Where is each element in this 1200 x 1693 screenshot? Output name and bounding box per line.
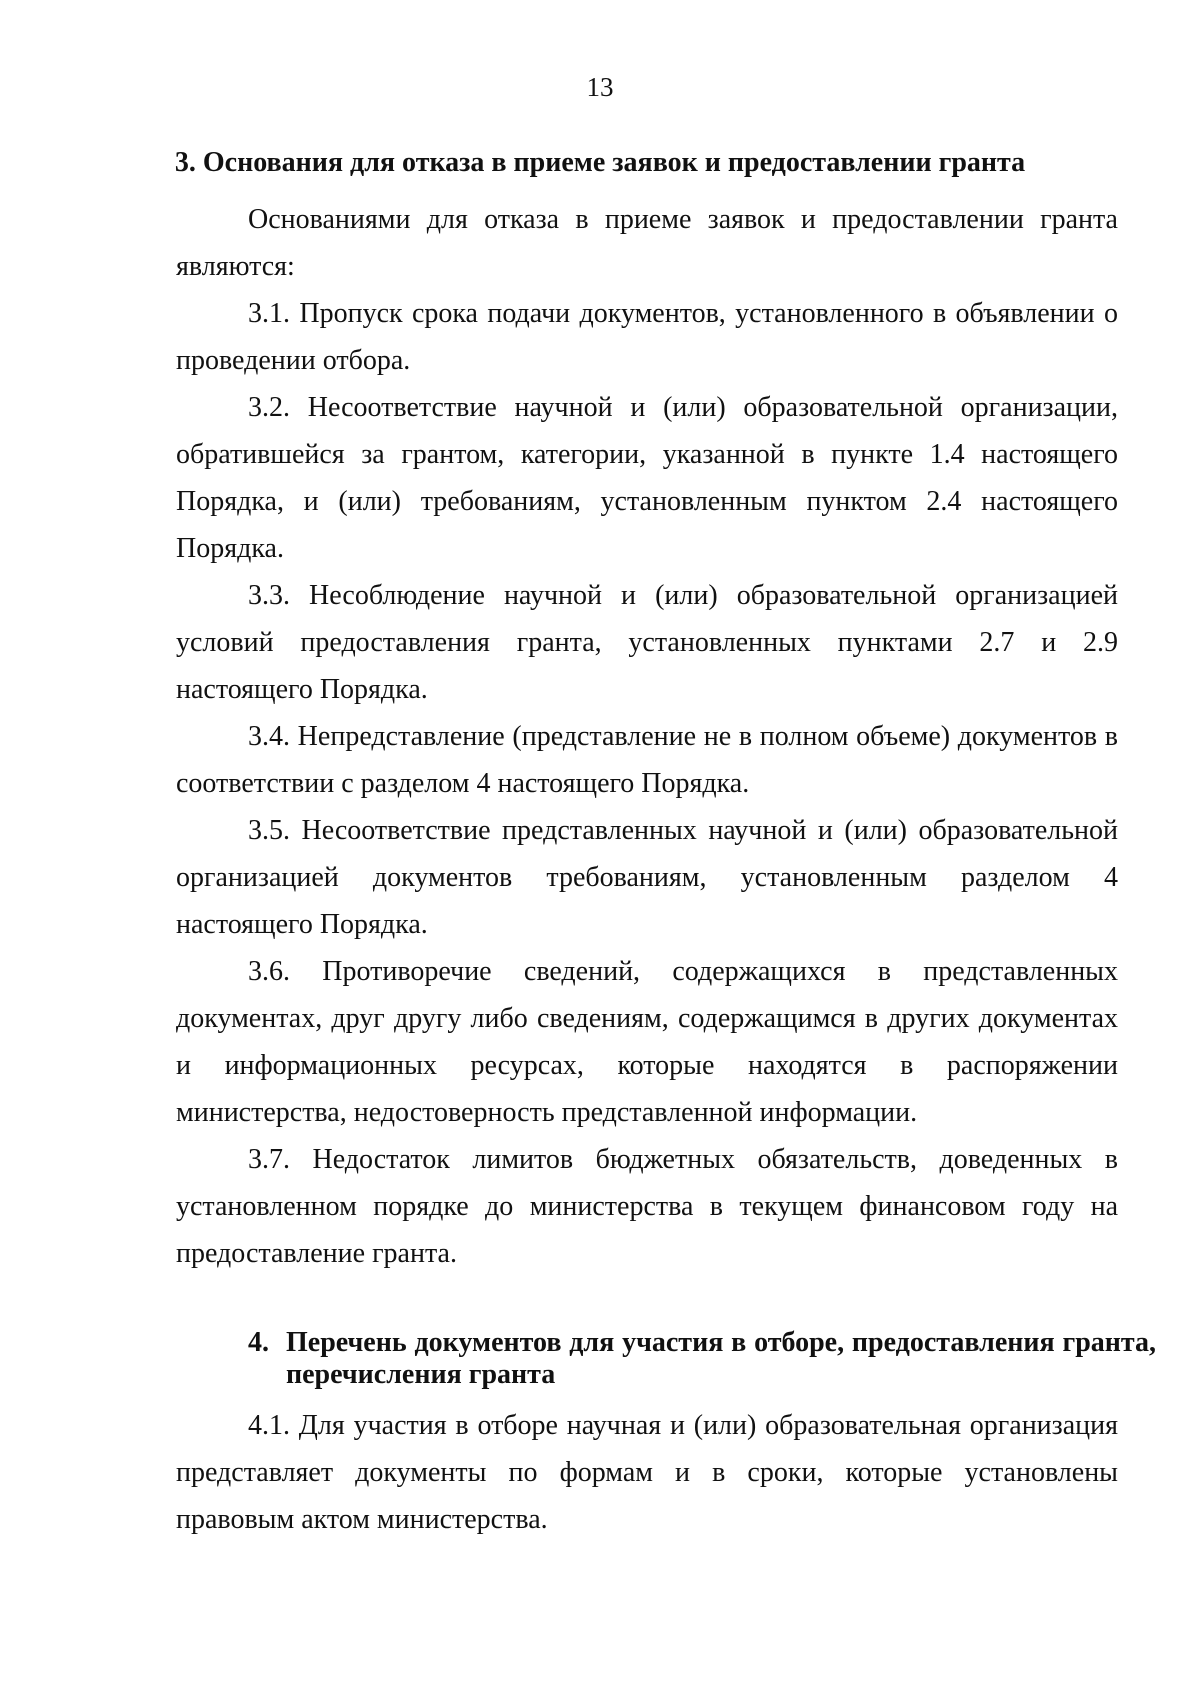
clause-3-4: 3.4. Непредставление (представление не в полном объеме) документов в соответствии с разделом 4 настоящего Порядка. [176,721,1118,799]
section-4-heading [248,1327,1156,1391]
section-3-intro: Основаниями для отказа в приеме заявок и предоставлении гранта являются: [176,204,1118,282]
clause-3-2: 3.2. Несоответствие научной и (или) образовательной организации, обратившейся за грантом, категории, указанной в пункте 1.4 настоящего Порядка, и (или) требованиям, установленным пунктом 2.4 настоящего Порядка. [176,392,1118,564]
clause-3-5: 3.5. Несоответствие представленных научной и (или) образовательной организацией документов требованиям, установленным разделом 4 настоящего Порядка. [176,815,1118,940]
clause-3-1: 3.1. Пропуск срока подачи документов, установленного в объявлении о проведении отбора. [176,298,1118,376]
section-4-heading-number: 4. [248,1327,269,1358]
clause-3-7: 3.7. Недостаток лимитов бюджетных обязательств, доведенных в установленном порядке до министерства в текущем финансовом году на предоставление гранта. [176,1144,1118,1269]
section-3-body [176,196,1118,1277]
section-3-heading: 3. Основания для отказа в приеме заявок и предоставлении гранта [174,147,1026,178]
clause-4-1: 4.1. Для участия в отборе научная и (или) образовательная организация представляет документы по формам и в сроки, которые установлены правовым актом министерства. [176,1410,1118,1535]
page-number: 13 [586,72,614,102]
clause-3-3: 3.3. Несоблюдение научной и (или) образовательной организацией условий предоставления гранта, установленных пунктами 2.7 и 2.9 настоящего Порядка. [176,580,1118,705]
clause-3-6: 3.6. Противоречие сведений, содержащихся в представленных документах, друг другу либо сведениям, содержащимся в других документах и информационных ресурсах, которые находятся в распоряжении министерства, недостоверность представленной информации. [176,956,1118,1128]
section-4-heading-text: Перечень документов для участия в отборе, предоставления гранта, перечисления гранта [286,1327,1156,1390]
section-4-body [176,1402,1118,1543]
